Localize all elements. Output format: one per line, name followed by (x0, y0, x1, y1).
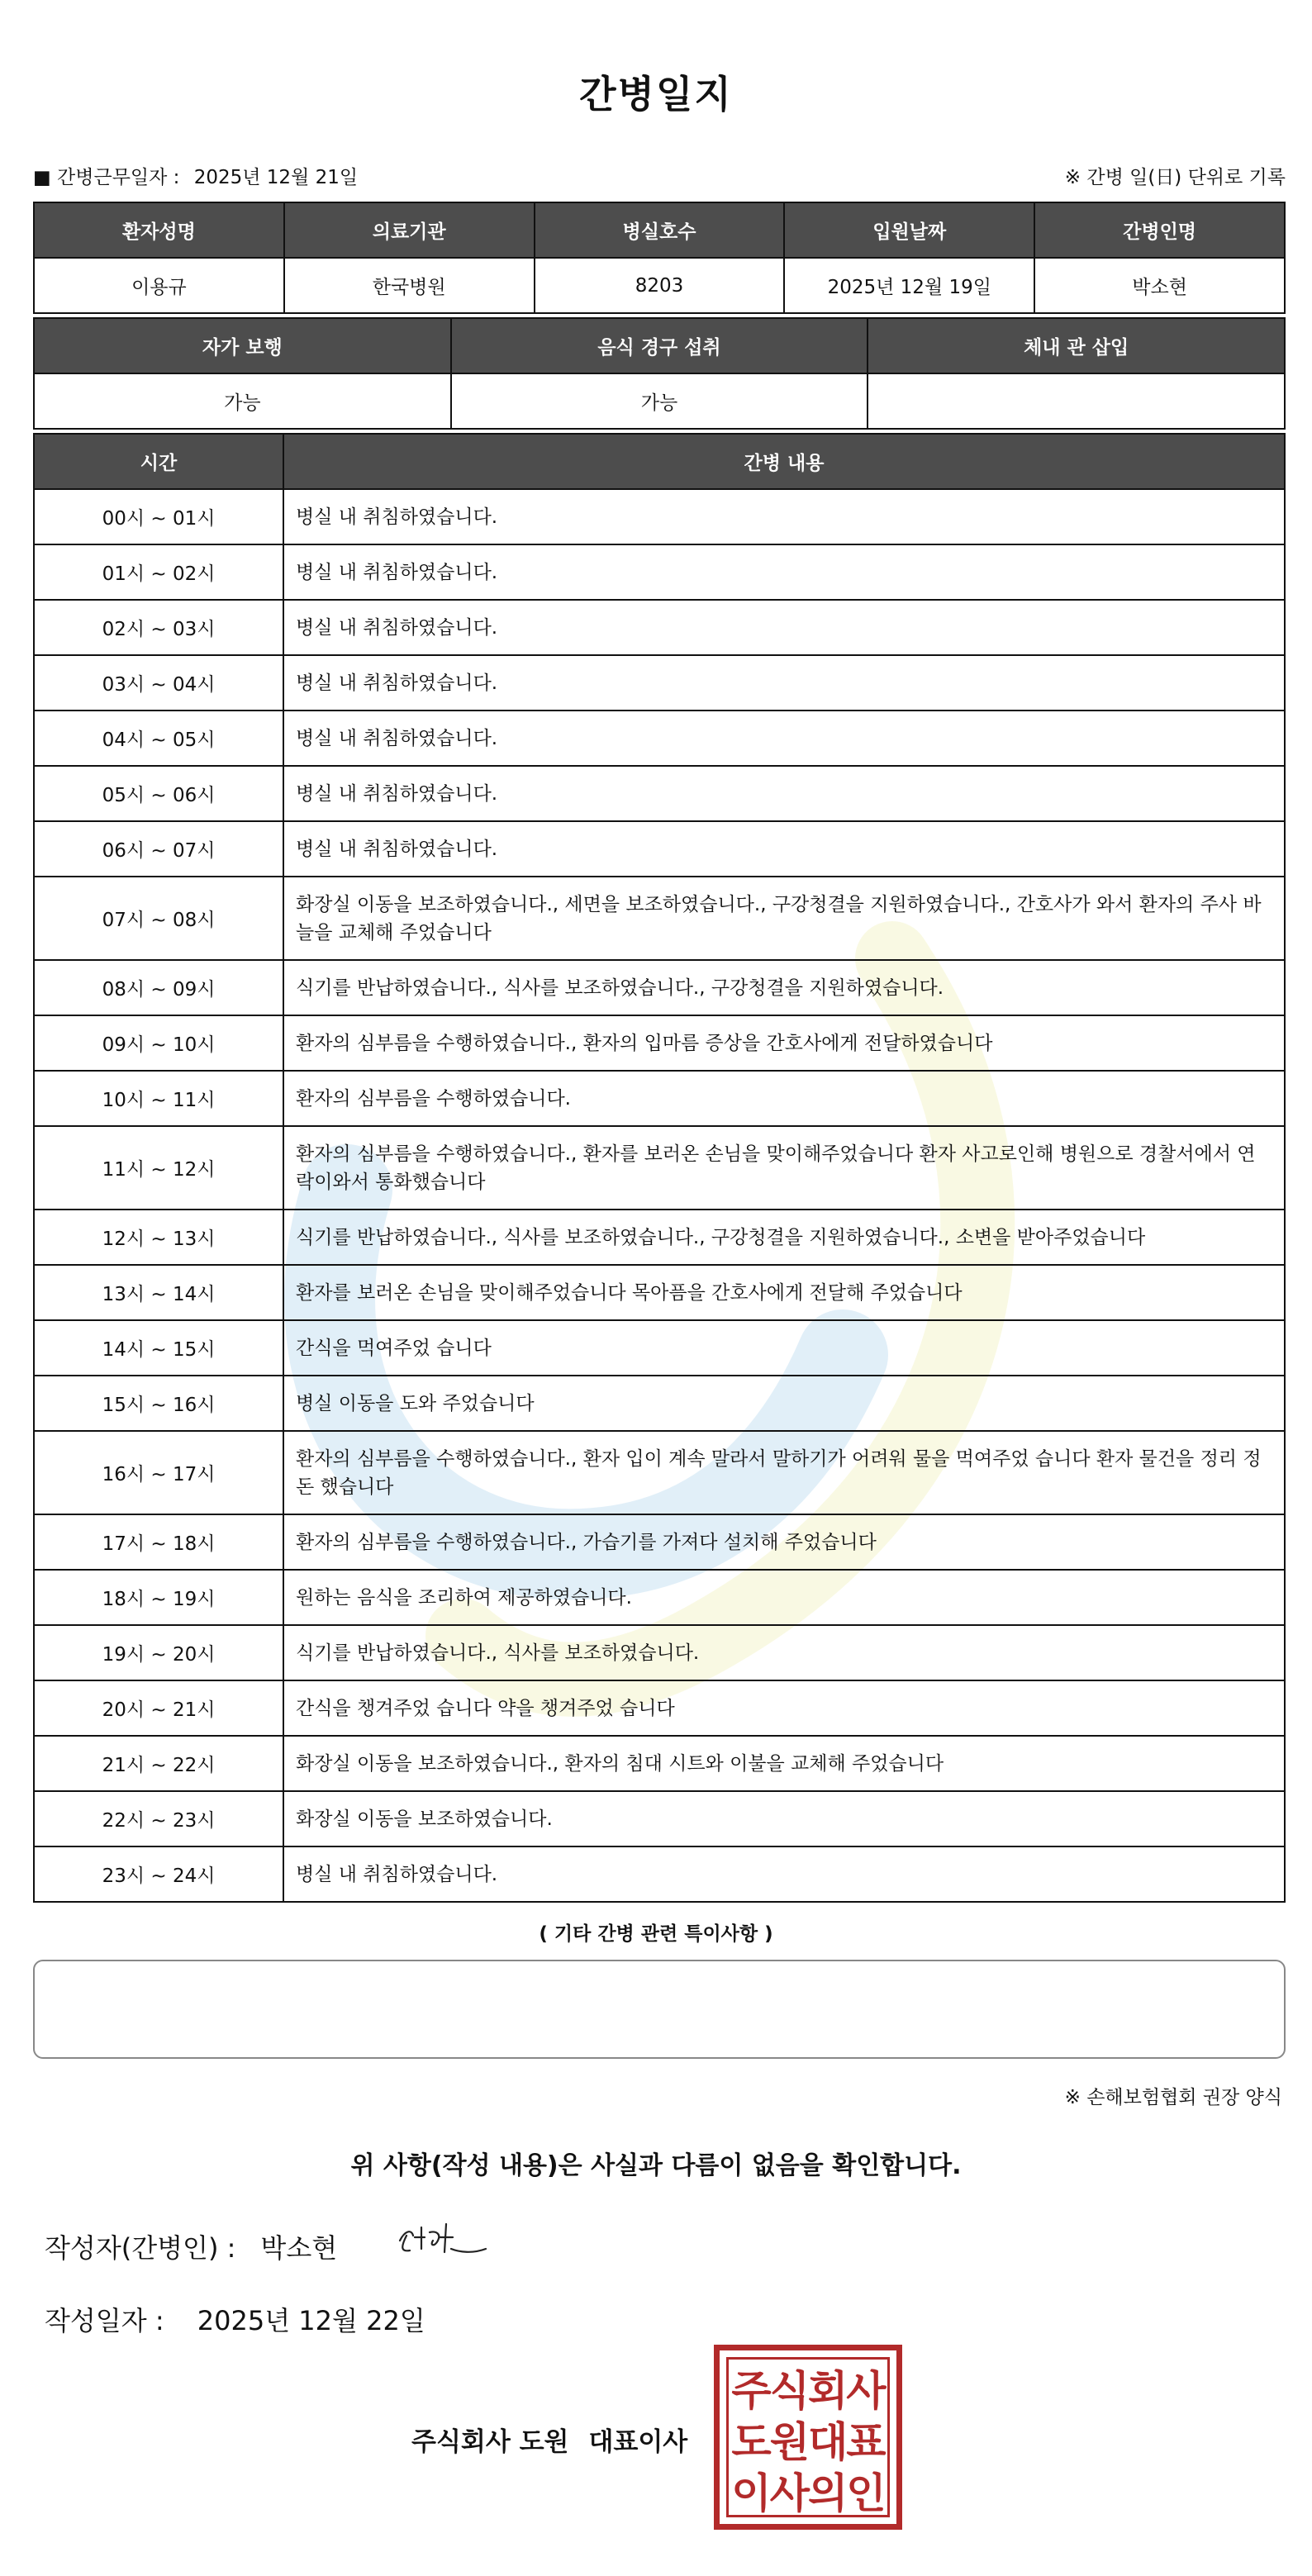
oral-intake-status: 가능 (451, 373, 868, 429)
patient-info-table (33, 202, 1286, 314)
log-time: 03시 ~ 04시 (34, 655, 283, 711)
log-time: 14시 ~ 15시 (34, 1320, 283, 1376)
header-care-content: 간병 내용 (283, 434, 1285, 489)
company-name: 주식회사 도원 (411, 2427, 569, 2457)
log-content: 환자의 심부름을 수행하였습니다. (283, 1071, 1285, 1126)
log-time: 10시 ~ 11시 (34, 1071, 283, 1126)
log-content: 식기를 반납하였습니다., 식사를 보조하였습니다., 구강청결을 지원하였습니다., 소변을 받아주었습니다 (283, 1210, 1285, 1265)
table-row (34, 1265, 1285, 1320)
table-row (34, 821, 1285, 877)
header-walking: 자가 보행 (34, 318, 451, 373)
header-caregiver: 간병인명 (1034, 202, 1285, 258)
log-content: 식기를 반납하였습니다., 식사를 보조하였습니다., 구강청결을 지원하였습니다. (283, 960, 1285, 1015)
company-title: 대표이사 (588, 2427, 688, 2457)
author-label: 작성자(간병인) : (45, 2232, 236, 2264)
table-row (34, 1210, 1285, 1265)
log-time: 12시 ~ 13시 (34, 1210, 283, 1265)
header-admission-date: 입원날짜 (784, 202, 1034, 258)
duty-date-value: 2025년 12월 21일 (193, 166, 359, 188)
log-time: 09시 ~ 10시 (34, 1015, 283, 1071)
log-content: 화장실 이동을 보조하였습니다., 세면을 보조하였습니다., 구강청결을 지원하였습니다., 간호사가 와서 환자의 주사 바늘을 교체해 주었습니다 (283, 877, 1285, 960)
table-row (34, 600, 1285, 655)
admission-date: 2025년 12월 19일 (784, 258, 1034, 313)
meta-row (33, 159, 1286, 192)
log-content: 병실 내 취침하였습니다. (283, 711, 1285, 766)
table-row (34, 489, 1285, 544)
log-time: 08시 ~ 09시 (34, 960, 283, 1015)
log-content: 병실 내 취침하였습니다. (283, 766, 1285, 821)
hospital-name: 한국병원 (284, 258, 535, 313)
header-patient-name: 환자성명 (34, 202, 284, 258)
log-content: 환자의 심부름을 수행하였습니다., 가습기를 가져다 설치해 주었습니다 (283, 1514, 1285, 1570)
walking-status: 가능 (34, 373, 451, 429)
patient-name: 이용규 (34, 258, 284, 313)
care-log-table (33, 433, 1286, 1903)
duty-date (33, 162, 366, 189)
duty-date-label: ■ 간병근무일자 : (33, 166, 180, 188)
log-content: 병실 내 취침하였습니다. (283, 544, 1285, 600)
table-row (34, 373, 1285, 429)
form-note: ※ 손해보험협회 권장 양식 (1064, 2087, 1282, 2108)
table-row (34, 1126, 1285, 1210)
table-row (34, 1431, 1285, 1514)
header-time: 시간 (34, 434, 283, 489)
table-row (34, 544, 1285, 600)
confirmation-statement: 위 사항(작성 내용)은 사실과 다름이 없음을 확인합니다. (350, 2151, 962, 2180)
table-row (34, 766, 1285, 821)
log-time: 06시 ~ 07시 (34, 821, 283, 877)
seal-text-row: 주식회사 (731, 2367, 885, 2415)
log-time: 16시 ~ 17시 (34, 1431, 283, 1514)
author-line (45, 2227, 337, 2265)
table-row (34, 1736, 1285, 1791)
log-content: 간식을 챙겨주었 습니다 약을 챙겨주었 습니다 (283, 1680, 1285, 1736)
header-hospital: 의료기관 (284, 202, 535, 258)
log-time: 20시 ~ 21시 (34, 1680, 283, 1736)
log-time: 18시 ~ 19시 (34, 1570, 283, 1625)
handwritten-signature (393, 2216, 492, 2265)
log-content: 원하는 음식을 조리하여 제공하였습니다. (283, 1570, 1285, 1625)
header-oral-intake: 음식 경구 섭취 (451, 318, 868, 373)
table-row (34, 877, 1285, 960)
table-row (34, 1680, 1285, 1736)
written-date-value: 2025년 12월 22일 (197, 2305, 425, 2336)
log-time: 13시 ~ 14시 (34, 1265, 283, 1320)
table-row (34, 1514, 1285, 1570)
table-row (34, 1625, 1285, 1680)
written-date-label: 작성일자 : (45, 2305, 164, 2336)
seal-text-row: 이사의인 (731, 2469, 885, 2517)
log-time: 00시 ~ 01시 (34, 489, 283, 544)
header-room: 병실호수 (535, 202, 785, 258)
table-row (34, 1320, 1285, 1376)
company-signatory (411, 2421, 687, 2458)
table-row (34, 655, 1285, 711)
log-content: 병실 이동을 도와 주었습니다 (283, 1376, 1285, 1431)
table-header-row (34, 202, 1285, 258)
log-time: 05시 ~ 06시 (34, 766, 283, 821)
log-content: 환자의 심부름을 수행하였습니다., 환자의 입마름 증상을 간호사에게 전달하였습니다 (283, 1015, 1285, 1071)
author-name: 박소현 (260, 2232, 338, 2264)
tube-insertion-status (868, 373, 1285, 429)
log-content: 환자를 보러온 손님을 맞이해주었습니다 목아픔을 간호사에게 전달해 주었습니다 (283, 1265, 1285, 1320)
log-time: 19시 ~ 20시 (34, 1625, 283, 1680)
table-row (34, 1071, 1285, 1126)
log-time: 15시 ~ 16시 (34, 1376, 283, 1431)
company-seal-stamp (714, 2345, 902, 2530)
log-content: 병실 내 취침하였습니다. (283, 1846, 1285, 1902)
unit-note: ※ 간병 일(日) 단위로 기록 (1064, 166, 1286, 188)
log-time: 22시 ~ 23시 (34, 1791, 283, 1846)
written-date-line (45, 2300, 425, 2338)
log-time: 04시 ~ 05시 (34, 711, 283, 766)
caregiver-name: 박소현 (1034, 258, 1285, 313)
log-content: 화장실 이동을 보조하였습니다., 환자의 침대 시트와 이불을 교체해 주었습니다 (283, 1736, 1285, 1791)
log-content: 식기를 반납하였습니다., 식사를 보조하였습니다. (283, 1625, 1285, 1680)
room-number: 8203 (535, 258, 785, 313)
log-content: 병실 내 취침하였습니다. (283, 489, 1285, 544)
log-content: 환자의 심부름을 수행하였습니다., 환자를 보러온 손님을 맞이해주었습니다 환자 사고로인해 병원으로 경찰서에서 연락이와서 통화했습니다 (283, 1126, 1285, 1210)
log-time: 02시 ~ 03시 (34, 600, 283, 655)
patient-status-table (33, 317, 1286, 430)
table-row (34, 1015, 1285, 1071)
table-row (34, 1791, 1285, 1846)
log-content: 간식을 먹여주었 습니다 (283, 1320, 1285, 1376)
log-content: 병실 내 취침하였습니다. (283, 821, 1285, 877)
log-time: 21시 ~ 22시 (34, 1736, 283, 1791)
table-row (34, 711, 1285, 766)
page-title: 간병일지 (579, 72, 733, 116)
seal-text-row: 도원대표 (731, 2418, 885, 2466)
table-row (34, 1376, 1285, 1431)
table-row (34, 1846, 1285, 1902)
log-content: 병실 내 취침하였습니다. (283, 655, 1285, 711)
log-time: 07시 ~ 08시 (34, 877, 283, 960)
table-row (34, 1570, 1285, 1625)
special-notes-title: ( 기타 간병 관련 특이사항 ) (539, 1923, 773, 1945)
log-time: 11시 ~ 12시 (34, 1126, 283, 1210)
table-row (34, 258, 1285, 313)
log-time: 17시 ~ 18시 (34, 1514, 283, 1570)
log-content: 환자의 심부름을 수행하였습니다., 환자 입이 계속 말라서 말하기가 어려워 물을 먹여주었 습니다 환자 물건을 정리 정돈 했습니다 (283, 1431, 1285, 1514)
table-header-row (34, 434, 1285, 489)
table-header-row (34, 318, 1285, 373)
log-time: 01시 ~ 02시 (34, 544, 283, 600)
log-time: 23시 ~ 24시 (34, 1846, 283, 1902)
log-content: 화장실 이동을 보조하였습니다. (283, 1791, 1285, 1846)
special-notes-box (33, 1960, 1286, 2059)
table-row (34, 960, 1285, 1015)
log-content: 병실 내 취침하였습니다. (283, 600, 1285, 655)
header-tube-insertion: 체내 관 삽입 (868, 318, 1285, 373)
